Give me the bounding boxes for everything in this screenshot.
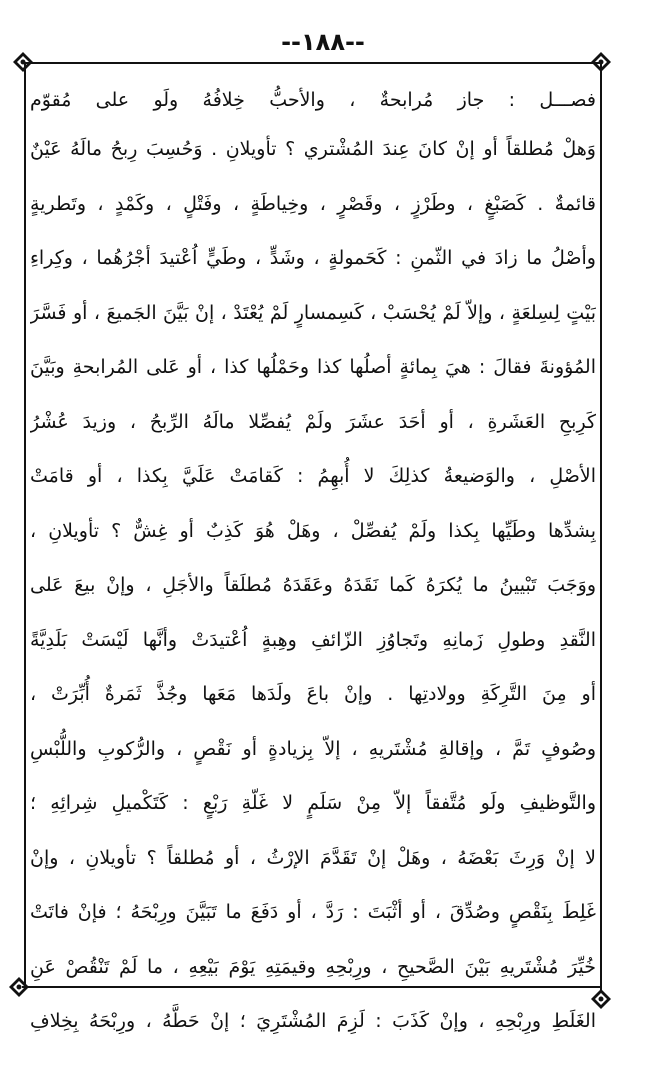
- text-line: فصـــل : جاز مُرابحةٌ ، والأحبُّ خِلافُهُ ولَو على مُقوّم: [30, 89, 596, 111]
- text-line: الغَلَطِ ورِبْحِهِ ، وإنْ كَذَبَ : لَزِمَ المُشْتَرِيَ ؛ إنْ حَطَّهُ ، ورِبْحَهُ بِخِلافِ: [30, 1010, 596, 1032]
- text-line: كَرِبحِ العَشَرةِ ، أو أحَدَ عشَرَ ولَمْ يُفصِّلا مالَهُ الرِّبحُ ، وزيدَ عُشْرُ: [30, 410, 596, 433]
- text-line: أو مِنَ التَّرِكَةِ وولادتِها . وإنْ باعَ ولَدَها مَعَها وجُذَّ ثَمَرةٌ أُبِّرَتْ ،: [30, 683, 596, 705]
- text-line: خُيِّرَ مُشْتَريهِ بَيْنَ الصَّحيحِ ، ورِبْحِهِ وقيمَتِهِ يَوْمَ بَيْعِهِ ، ما لَمْ تَنْقُصْ عَنِ: [30, 955, 596, 978]
- text-line: ووَجَبَ تَبْيينُ ما يُكرَهُ كَما نَقَدَهُ وعَقَدَهُ مُطلَقاً والأجَلِ ، وإنْ بيعَ عَلى: [30, 574, 596, 596]
- top-rule: [22, 62, 602, 64]
- text-line: وصُوفٍ تَمَّ ، وإقالةِ مُشْتَريهِ ، إلاّ بِزيادةٍ أو نَقْصٍ ، والرُّكوبِ واللُّبْسِ: [30, 737, 596, 760]
- text-line: المُؤونةَ فقالَ : هيَ بِمائةٍ أصلُها كذا وحَمْلُها كذا ، أو عَلى المُرابحةِ وبَيَّنَ: [30, 356, 596, 378]
- text-line: وأصْلُ ما زادَ في الثّمنِ : كَحَمولةٍ ، وشَدٍّ ، وطَيٍّ اُعْتيدَ أجْرُهُما ، وكِراءِ: [30, 247, 596, 269]
- text-line: قائمةٌ . كَصَبْغٍ ، وطَرْزٍ ، وقَصْرٍ ، وخِياطَةٍ ، وفَتْلٍ ، وكَمْدٍ ، وتَطريةٍ: [30, 192, 596, 215]
- text-line: بَيْتٍ لِسِلعَةٍ ، وإلاّ لَمْ يُحْسَبْ ، كَسِمسارٍ لَمْ يُعْتَدْ ، إنْ بَيَّنَ الجَميعَ ، أو فَسَّرَ: [30, 301, 596, 324]
- text-line: الأصْلِ ، والوَضيعةُ كذلِكَ لا أُبهِمُ : كَقامَتْ عَلَيَّ بِكذا ، أو قامَتْ: [30, 465, 596, 487]
- text-line: لا إنْ وَرِثَ بَعْضَهُ ، وهَلْ إنْ تَقَدَّمَ الإرْثُ ، أو مُطلقاً ؟ تأويلانِ ، وإنْ: [30, 846, 596, 869]
- text-line: النَّقدِ وطولِ زَمانِهِ وتَجاوُزِ الزّائفِ وهِبةٍ اُعْتيدَتْ وأنَّها لَيْسَتْ بَلَدِيَّةً: [30, 628, 596, 651]
- page-number: --١٨٨--: [281, 28, 365, 56]
- text-line: غَلِطَ بِنَقْصٍ وصُدِّقَ ، أو أثْبَتَ : رَدَّ ، أو دَفَعَ ما تَبَيَّنَ ورِبْحَهُ ؛ فإنْ فاتَتْ: [30, 901, 596, 923]
- text-line: والتَّوظيفِ ولَو مُتَّفقاً إلاّ مِنْ سَلَمٍ لا غَلّةِ رَبْعٍ : كَتَكْميلِ شِرائِهِ ؛: [30, 792, 596, 814]
- text-line: وَهلْ مُطلقاً أو إنْ كانَ عِندَ المُشْتري ؟ تأويلانِ . وَحُسِبَ رِبحُ مالَهُ عَيْنٌ: [30, 138, 596, 160]
- text-line: بِشدِّها وطَيِّها بِكذا ولَمْ يُفصِّلْ ، وهَلْ هُوَ كَذِبٌ أو غِشٌّ ؟ تأويلانِ ،: [30, 519, 596, 542]
- body-text: [30, 78, 596, 1049]
